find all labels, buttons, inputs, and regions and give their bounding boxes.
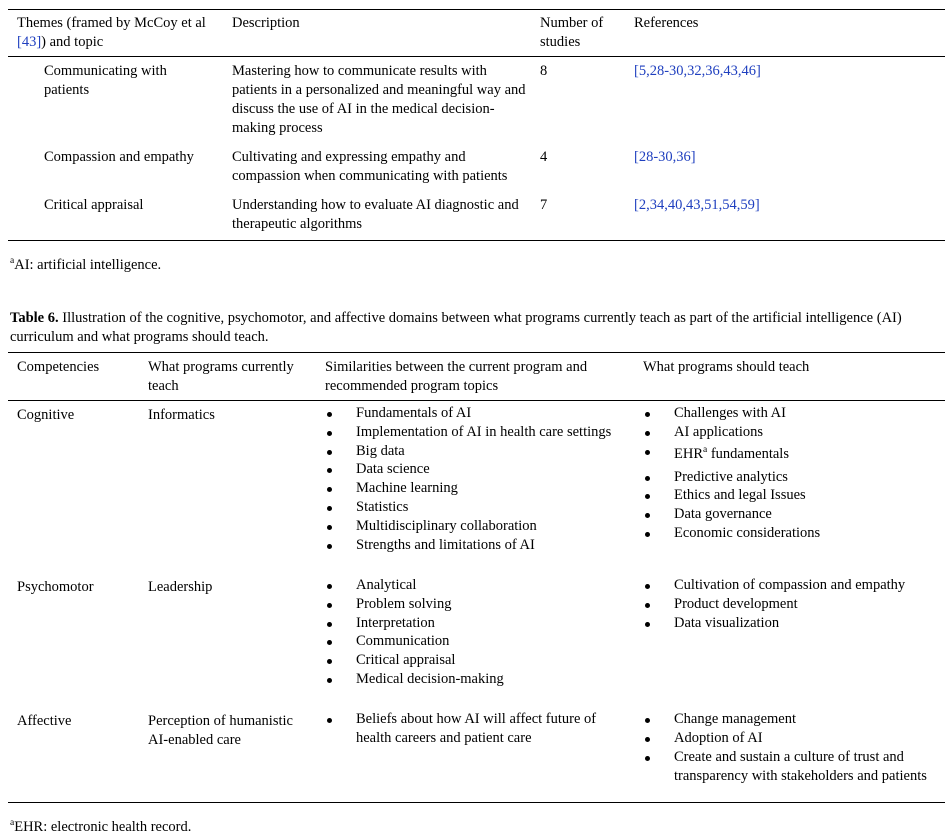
table6-header-current: What programs currently teach [148, 359, 294, 394]
header-theme-text-end: ) and topic [41, 34, 104, 50]
table6-row-psychomotor-should [643, 576, 943, 632]
list-item: Fundamentals of AI [325, 404, 635, 423]
table6-row-affective-current: Perception of humanistic AI-enabled care [148, 713, 293, 748]
table5-footnote [10, 256, 161, 275]
list-item: AI applications [643, 423, 943, 442]
table5-row1-topic: Communicating with patients [44, 63, 167, 98]
table6-caption [10, 309, 950, 347]
list-item: Big data [325, 442, 635, 461]
table5-header-number: Number of studies [540, 15, 604, 50]
list-item: Implementation of AI in health care settings [325, 423, 635, 442]
ehr-rest-text: fundamentals [707, 445, 789, 462]
list-item: Interpretation [325, 614, 635, 633]
list-item: Economic considerations [643, 524, 943, 543]
table5-bottom-rule [8, 240, 945, 241]
table6-top-rule [8, 352, 945, 353]
footnote-text: AI: artificial intelligence. [14, 257, 162, 273]
table6-caption-text: Illustration of the cognitive, psychomotor, and affective domains between what programs currently teach as part of the artificial intelligence (AI) curriculum and what programs should teach. [10, 310, 902, 345]
list-item: Beliefs about how AI will affect future of health careers and patient care [325, 710, 625, 748]
table5-header-description: Description [232, 15, 300, 31]
list-item: Critical appraisal [325, 651, 635, 670]
list-item: Adoption of AI [643, 729, 943, 748]
list-item: Statistics [325, 498, 635, 517]
list-item: Medical decision-making [325, 670, 635, 689]
table6-row-cognitive-competency: Cognitive [17, 407, 75, 423]
list-item: Data visualization [643, 614, 943, 633]
table5-row3-number: 7 [540, 197, 548, 213]
table6-footnote [10, 818, 191, 837]
table5-row1-description: Mastering how to communicate results with patients in a personalized and meaningful way and discuss the use of AI in the medical decision-making process [232, 63, 526, 136]
table6-row-cognitive-current: Informatics [148, 407, 215, 423]
footnote-text: EHR: electronic health record. [14, 819, 192, 835]
ehr-footnote-mark: a [703, 444, 708, 455]
table6-row-psychomotor-competency: Psychomotor [17, 579, 94, 595]
table5-row2-references[interactable]: [28-30,36] [634, 149, 696, 165]
list-item: Machine learning [325, 479, 635, 498]
table6-row-psychomotor-similarities [325, 576, 635, 689]
table6-header-should: What programs should teach [643, 359, 810, 375]
table6-row-psychomotor-current: Leadership [148, 579, 213, 595]
table5-row2-number: 4 [540, 149, 548, 165]
header-theme-text: Themes (framed by McCoy et al [17, 15, 206, 31]
table6-row-affective-similarities [325, 710, 625, 748]
table5-header-theme [17, 14, 222, 52]
list-item: Data governance [643, 505, 943, 524]
table5-row3-topic: Critical appraisal [44, 197, 144, 213]
table5-row1-references[interactable]: [5,28-30,32,36,43,46] [634, 63, 761, 79]
list-item: Problem solving [325, 595, 635, 614]
ehr-text: EHR [674, 445, 703, 462]
list-item: Data science [325, 460, 635, 479]
table5-header-references: References [634, 15, 699, 31]
footnote-mark: a [10, 818, 15, 829]
table6-row-cognitive-similarities [325, 404, 635, 554]
table5-row1-number: 8 [540, 63, 548, 79]
list-item: Change management [643, 710, 943, 729]
list-item: Challenges with AI [643, 404, 943, 423]
table6-row-affective-competency: Affective [17, 713, 72, 729]
list-item: Multidisciplinary collaboration [325, 517, 635, 536]
table6-bottom-rule [8, 802, 945, 803]
table5-header-rule [8, 56, 945, 57]
list-item: Cultivation of compassion and empathy [643, 576, 943, 595]
list-item-ehr [643, 442, 943, 468]
footnote-mark: a [10, 256, 15, 267]
table6-header-similarities: Similarities between the current program and recommended program topics [325, 359, 588, 394]
list-item: Predictive analytics [643, 468, 943, 487]
table6-header-rule [8, 400, 945, 401]
list-item: Analytical [325, 576, 635, 595]
table5-row2-topic: Compassion and empathy [44, 149, 194, 165]
table6-header-competencies: Competencies [17, 359, 100, 375]
table6-row-cognitive-should [643, 404, 943, 543]
list-item: Strengths and limitations of AI [325, 536, 635, 555]
table5-row3-description: Understanding how to evaluate AI diagnostic and therapeutic algorithms [232, 197, 519, 232]
list-item: Product development [643, 595, 943, 614]
table6-row-affective-should [643, 710, 943, 786]
ref-link-43[interactable]: [43] [17, 34, 42, 50]
table5-row2-description: Cultivating and expressing empathy and compassion when communicating with patients [232, 149, 508, 184]
list-item: Communication [325, 632, 635, 651]
table6-caption-label: Table 6. [10, 310, 59, 326]
table5-top-rule [8, 9, 945, 10]
list-item: Ethics and legal Issues [643, 486, 943, 505]
list-item: Create and sustain a culture of trust and transparency with stakeholders and patients [643, 748, 943, 786]
table5-row3-references[interactable]: [2,34,40,43,51,54,59] [634, 197, 760, 213]
